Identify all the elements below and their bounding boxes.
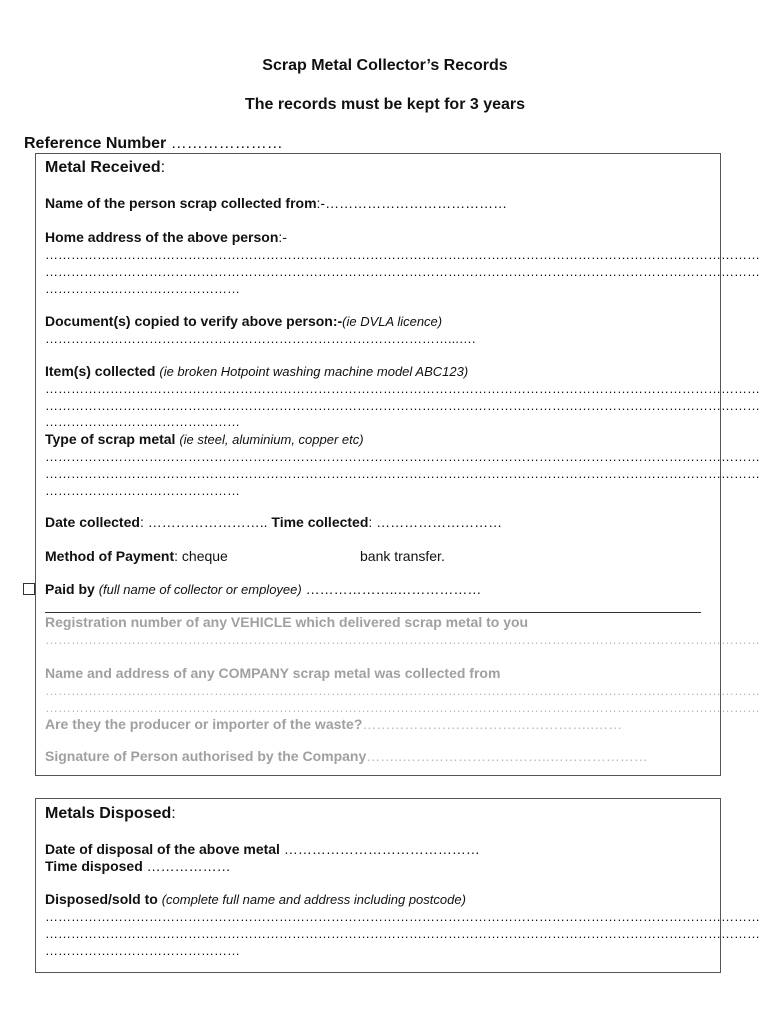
signature-row <box>45 748 648 764</box>
type-label: Type of scrap metal <box>45 431 176 447</box>
payment-option-cheque[interactable]: : cheque <box>174 548 228 564</box>
documents-label: Document(s) copied to verify above person:- <box>45 313 343 329</box>
page-subtitle: The records must be kept for 3 years <box>244 96 526 113</box>
vehicle-field[interactable]: ………………………………………………………………………………………………………………………………………………… <box>45 632 760 647</box>
type-line-3[interactable]: ……………………………………… <box>45 483 240 498</box>
date-time-row <box>45 514 502 530</box>
metal-received-heading-text: Metal Received <box>45 159 161 176</box>
person-sep: :- <box>316 195 326 211</box>
address-line-2[interactable]: ………………………………………………………………………………………………………………………………………………… <box>45 264 760 279</box>
date-collected-label: Date collected <box>45 514 140 530</box>
disposal-date-row <box>45 841 480 857</box>
metals-disposed-heading-colon: : <box>171 805 176 822</box>
disposal-time-row <box>45 858 231 874</box>
producer-field[interactable]: …………………………………………..…… <box>362 716 623 732</box>
paid-by-field[interactable]: ………………..……………… <box>305 581 482 597</box>
disposal-date-field[interactable]: …………………………………… <box>279 841 480 857</box>
payment-label: Method of Payment <box>45 548 175 564</box>
metals-disposed-heading <box>45 805 176 823</box>
time-collected-label: Time collected <box>271 514 369 530</box>
items-line-3[interactable]: ……………………………………… <box>45 414 240 429</box>
items-line-1[interactable]: ………………………………………………………………………………………………………………………………………………… <box>45 381 760 396</box>
person-row <box>45 195 507 211</box>
signature-label: Signature of Person authorised by the Company <box>45 748 367 764</box>
paid-by-hint: (full name of collector or employee) <box>98 582 302 597</box>
company-line-1[interactable]: ………………………………………………………………………………………………………………………………………………… <box>45 683 760 698</box>
disposed-to-line-1[interactable]: ………………………………………………………………………………………………………………………………………………… <box>45 909 760 924</box>
metal-received-heading <box>45 159 165 177</box>
payment-row <box>45 548 228 564</box>
metal-received-heading-colon: : <box>160 159 166 176</box>
disposal-time-label: Time disposed <box>45 858 143 874</box>
paid-by-checkbox[interactable] <box>23 583 35 595</box>
disposed-to-line-2[interactable]: ………………………………………………………………………………………………………………………………………………… <box>45 926 760 941</box>
address-line-3[interactable]: ……………………………………… <box>45 281 240 296</box>
person-label: Name of the person scrap collected from <box>45 195 317 211</box>
type-row <box>45 431 364 447</box>
time-collected-field[interactable]: : ……………………… <box>368 514 503 530</box>
disposed-to-line-3[interactable]: ……………………………………… <box>45 943 240 958</box>
page-title: Scrap Metal Collector’s Records <box>262 57 508 74</box>
payment-option-bank[interactable]: bank transfer. <box>360 548 445 564</box>
paid-by-row <box>45 581 481 597</box>
paid-by-label: Paid by <box>45 581 95 597</box>
items-label: Item(s) collected <box>45 363 156 379</box>
person-field[interactable]: ………………………………… <box>325 195 508 211</box>
type-hint: (ie steel, aluminium, copper etc) <box>179 432 364 447</box>
signature-field[interactable]: ……..…………………………..………………… <box>366 748 648 764</box>
address-row <box>45 229 287 245</box>
address-sep: :- <box>278 229 287 245</box>
documents-hint: (ie DVLA licence) <box>342 314 443 329</box>
section-divider <box>45 612 701 613</box>
disposed-to-label: Disposed/sold to <box>45 891 158 907</box>
producer-row <box>45 716 622 732</box>
company-line-2[interactable]: ………………………………………………………………………………………………………………………………………………… <box>45 700 760 715</box>
items-hint: (ie broken Hotpoint washing machine model ABC123) <box>159 364 469 379</box>
documents-field[interactable]: …………………………………………………………………………………...…. <box>45 331 476 346</box>
disposal-date-label: Date of disposal of the above metal <box>45 841 280 857</box>
company-label: Name and address of any COMPANY scrap metal was collected from <box>45 665 501 681</box>
producer-label: Are they the producer or importer of the waste? <box>45 716 363 732</box>
items-row <box>45 363 468 379</box>
metals-disposed-heading-text: Metals Disposed <box>45 805 172 822</box>
items-line-2[interactable]: ………………………………………………………………………………………………………………………………………………… <box>45 398 760 413</box>
disposal-time-field[interactable]: ……………… <box>142 858 231 874</box>
reference-number-row <box>24 135 283 153</box>
address-line-1[interactable]: ………………………………………………………………………………………………………………………………………………… <box>45 247 760 262</box>
type-line-1[interactable]: ………………………………………………………………………………………………………………………………………………… <box>45 449 760 464</box>
reference-number-field[interactable]: ………………… <box>170 135 283 152</box>
disposed-to-row <box>45 891 466 907</box>
reference-number-label: Reference Number <box>24 135 167 152</box>
type-line-2[interactable]: ………………………………………………………………………………………………………………………………………………… <box>45 466 760 481</box>
documents-row <box>45 313 442 329</box>
disposed-to-hint: (complete full name and address including postcode) <box>161 892 466 907</box>
date-collected-field[interactable]: : …………………….. <box>139 514 272 530</box>
vehicle-label: Registration number of any VEHICLE which delivered scrap metal to you <box>45 614 529 630</box>
address-label: Home address of the above person <box>45 229 279 245</box>
